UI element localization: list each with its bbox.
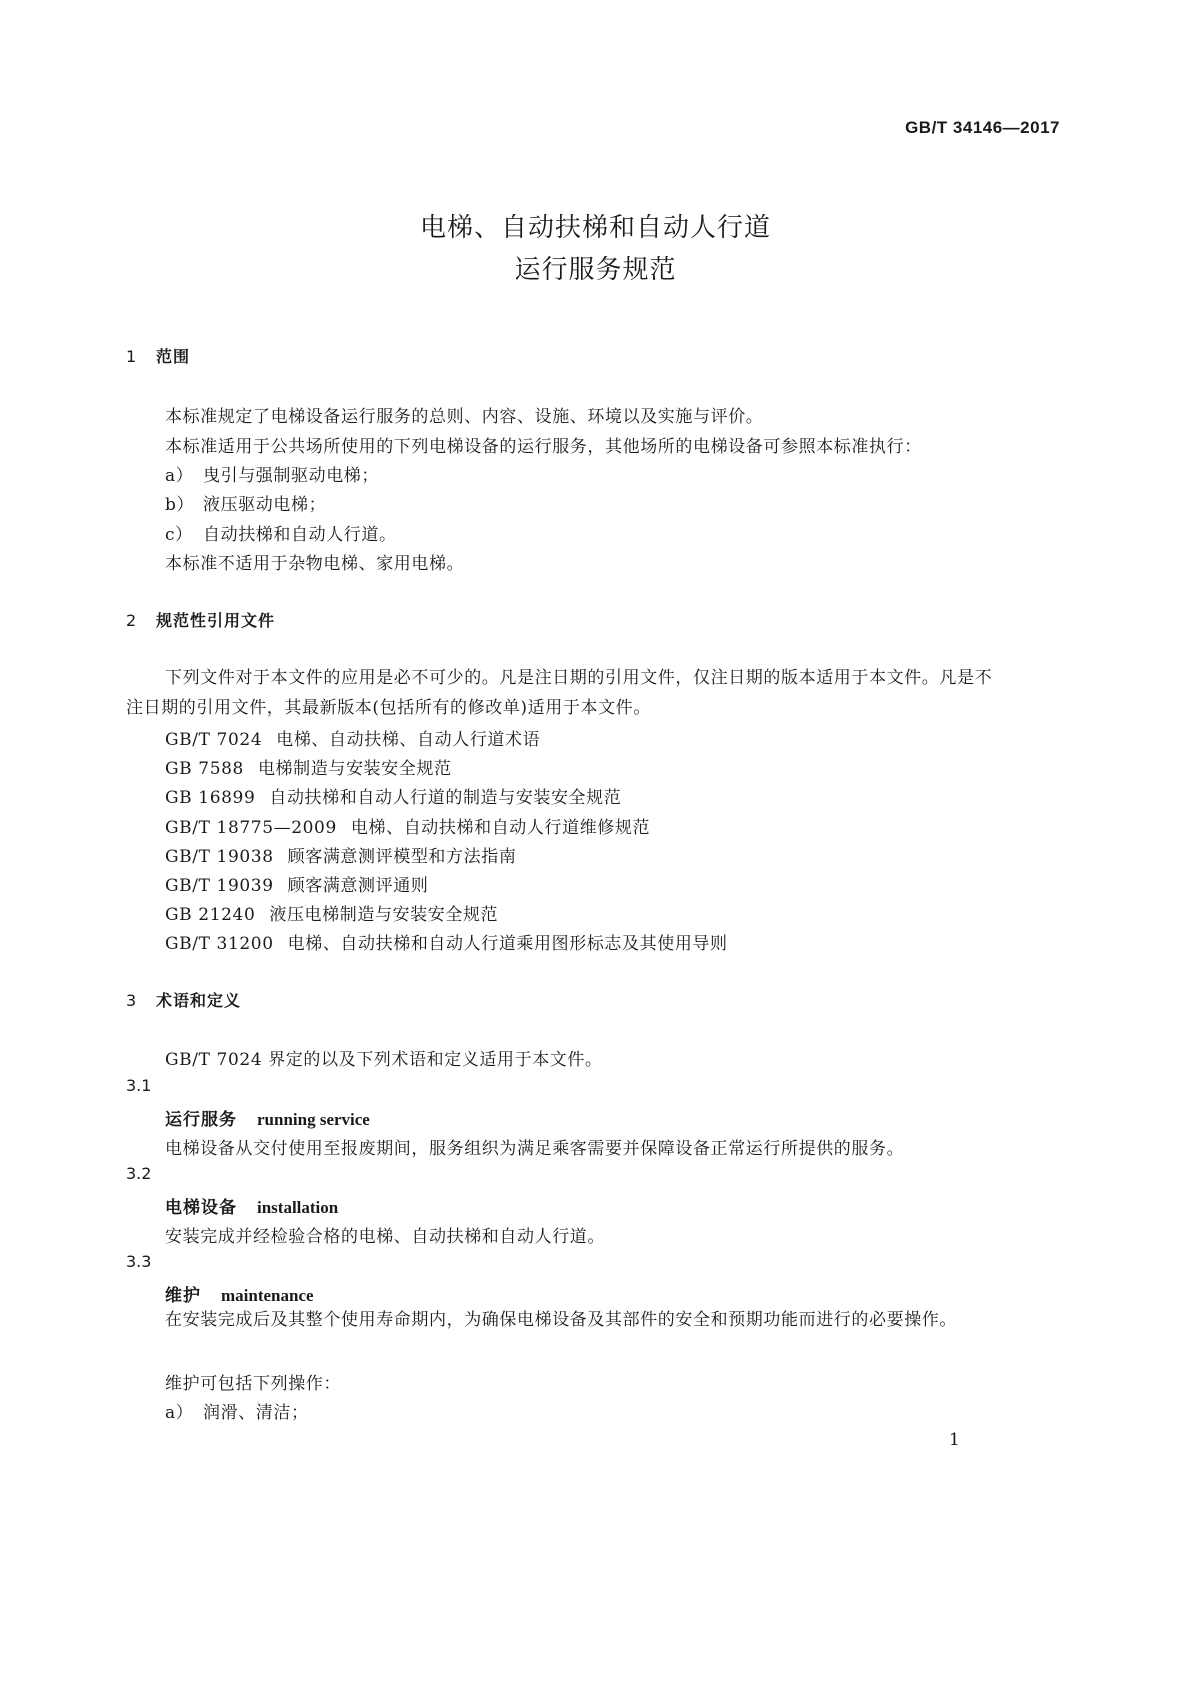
- section-3-heading: [126, 988, 241, 1011]
- clause-number: 3.2: [126, 1164, 152, 1183]
- list-item-text: 液压驱动电梯；: [203, 495, 327, 515]
- list-item-text: 曳引与强制驱动电梯；: [203, 466, 379, 486]
- term-definition: 电梯设备从交付使用至报废期间，服务组织为满足乘客需要并保障设备正常运行所提供的服务。: [165, 1139, 905, 1159]
- document-title-line-2: 运行服务规范: [514, 255, 677, 285]
- section-title: 范围: [156, 347, 191, 366]
- list-item-label: a）: [165, 466, 194, 486]
- clause-number: 3.3: [126, 1252, 152, 1271]
- reference-item: [165, 900, 498, 925]
- term-chinese: 运行服务: [165, 1110, 237, 1130]
- list-item-text: 自动扶梯和自动人行道。: [203, 525, 397, 545]
- reference-title: 电梯制造与安装安全规范: [257, 759, 452, 779]
- term-chinese: 电梯设备: [165, 1198, 237, 1218]
- paragraph: 本标准不适用于杂物电梯、家用电梯。: [165, 554, 465, 574]
- reference-title: 自动扶梯和自动人行道的制造与安装安全规范: [269, 788, 622, 808]
- list-item-label: b）: [165, 495, 195, 515]
- reference-item: [165, 783, 621, 808]
- reference-title: 电梯、自动扶梯、自动人行道术语: [276, 730, 541, 750]
- reference-code: GB/T 19039: [165, 876, 274, 896]
- term-chinese: 维护: [165, 1286, 201, 1306]
- paragraph: 维护可包括下列操作：: [165, 1374, 341, 1394]
- page-number: 1: [949, 1430, 960, 1450]
- reference-item: [165, 929, 728, 954]
- reference-title: 顾客满意测评模型和方法指南: [287, 847, 517, 867]
- term-heading: [165, 1281, 314, 1306]
- reference-code: GB 21240: [165, 905, 256, 925]
- standard-number: GB/T 34146—2017: [905, 118, 1060, 137]
- paragraph: 本标准适用于公共场所使用的下列电梯设备的运行服务，其他场所的电梯设备可参照本标准执行：: [165, 437, 922, 457]
- reference-item: [165, 813, 650, 838]
- term-heading: [165, 1105, 370, 1130]
- reference-title: 顾客满意测评通则: [287, 876, 429, 896]
- reference-code: GB 7588: [165, 759, 244, 779]
- reference-title: 电梯、自动扶梯和自动人行道维修规范: [350, 818, 651, 838]
- term-definition: 安装完成并经检验合格的电梯、自动扶梯和自动人行道。: [165, 1227, 605, 1247]
- term-english: running service: [257, 1110, 370, 1129]
- section-1-heading: [126, 344, 190, 367]
- clause-number: 3.1: [126, 1076, 152, 1095]
- paragraph: 下列文件对于本文件的应用是必不可少的。凡是注日期的引用文件，仅注日期的版本适用于本文件。凡是不注日期的引用文件，其最新版本(包括所有的修改单)适用于本文件。: [126, 668, 993, 718]
- reference-code: GB/T 31200: [165, 934, 274, 954]
- section-title: 规范性引用文件: [156, 611, 276, 630]
- reference-code: GB/T 19038: [165, 847, 274, 867]
- reference-code: GB/T 18775—2009: [165, 818, 337, 838]
- reference-title: 电梯、自动扶梯和自动人行道乘用图形标志及其使用导则: [287, 934, 728, 954]
- paragraph: 本标准规定了电梯设备运行服务的总则、内容、设施、环境以及实施与评价。: [165, 407, 764, 427]
- document-title-line-1: 电梯、自动扶梯和自动人行道: [419, 213, 771, 243]
- list-item: [165, 490, 326, 515]
- term-english: installation: [257, 1198, 339, 1217]
- list-item-label: c）: [165, 525, 193, 545]
- list-item-text: 润滑、清洁；: [203, 1403, 309, 1423]
- reference-item: [165, 725, 540, 750]
- reference-title: 液压电梯制造与安装安全规范: [269, 905, 499, 925]
- list-item: [165, 520, 397, 545]
- section-number: 1: [126, 347, 138, 366]
- term-definition: 在安装完成后及其整个使用寿命期内，为确保电梯设备及其部件的安全和预期功能而进行的必要操作。: [165, 1310, 957, 1330]
- reference-item: [165, 754, 452, 779]
- paragraph: GB/T 7024 界定的以及下列术语和定义适用于本文件。: [165, 1050, 603, 1070]
- reference-item: [165, 871, 428, 896]
- section-number: 3: [126, 991, 138, 1010]
- section-title: 术语和定义: [156, 991, 242, 1010]
- list-item: [165, 461, 379, 486]
- list-item: [165, 1398, 309, 1423]
- section-number: 2: [126, 611, 138, 630]
- term-heading: [165, 1193, 338, 1218]
- term-english: maintenance: [221, 1286, 314, 1305]
- reference-code: GB/T 7024: [165, 730, 263, 750]
- reference-code: GB 16899: [165, 788, 256, 808]
- section-2-heading: [126, 608, 275, 631]
- reference-item: [165, 842, 516, 867]
- list-item-label: a）: [165, 1403, 194, 1423]
